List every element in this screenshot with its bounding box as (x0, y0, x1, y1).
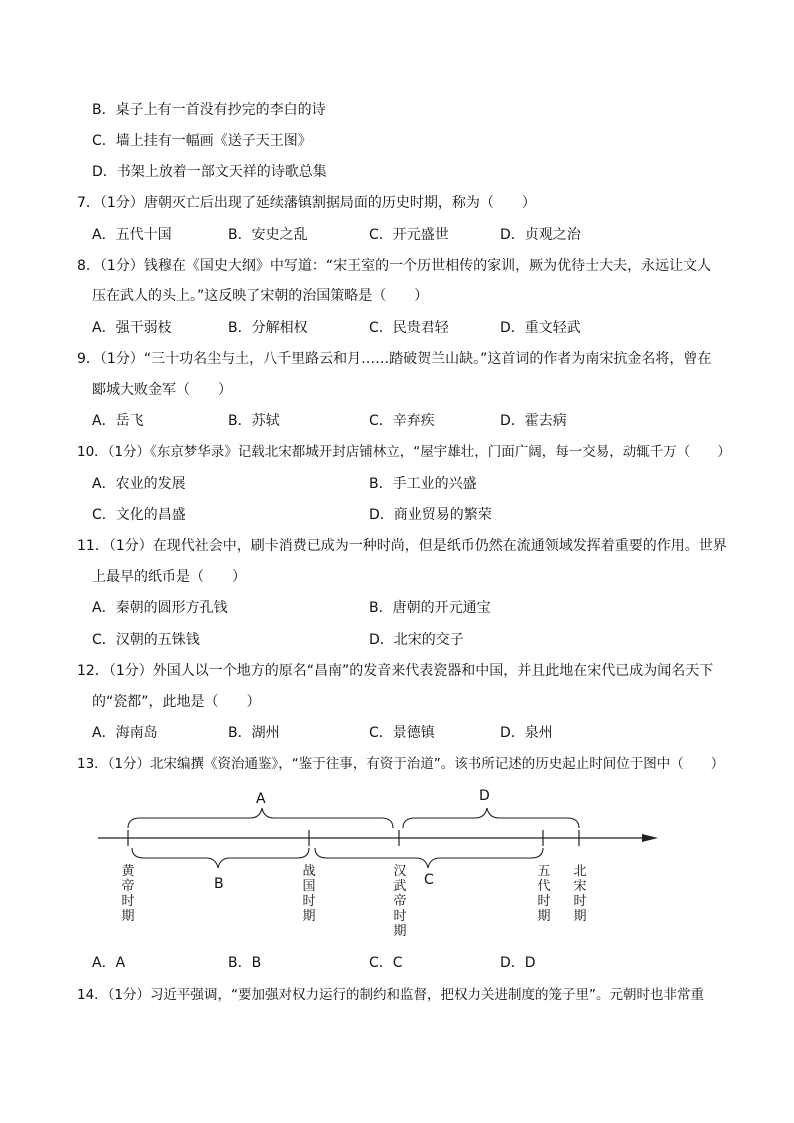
q10-option-c: C．文化的昌盛 (92, 507, 186, 523)
q11-option-d: D．北宋的交子 (369, 632, 464, 648)
q9-stem-line-2: 郾城大败金军（ ） (92, 382, 232, 398)
brace-c (315, 848, 543, 868)
point-label-hanwudi: 汉武帝时期 (393, 864, 407, 939)
brace-a (128, 808, 393, 828)
q14-stem: 14．（1分）习近平强调，“要加强对权力运行的制约和监督，把权力关进制度的笼子里”。元朝时也非常重 (77, 987, 705, 1003)
q6-option-c: C．墙上挂有一幅画《送子天王图》 (92, 133, 312, 149)
q11-option-a: A．秦朝的圆形方孔钱 (92, 600, 228, 616)
q8-option-a: A．强干弱枝 (92, 320, 172, 336)
q7-option-b: B．安史之乱 (228, 227, 308, 243)
q12-option-c: C．景德镇 (369, 725, 435, 741)
q11-stem-line-2: 上最早的纸币是（ ） (92, 569, 246, 585)
brace-label-d: D (479, 788, 490, 804)
q10-option-d: D．商业贸易的繁荣 (369, 507, 492, 523)
q8-option-d: D．重文轻武 (500, 320, 581, 336)
brace-d (403, 808, 579, 828)
q13-option-d: D．D (500, 955, 536, 971)
brace-label-a: A (256, 791, 266, 807)
point-label-huangdi: 黄帝时期 (121, 864, 135, 924)
q8-stem-line-2: 压在武人的头上。”这反映了宋朝的治国策略是（ ） (92, 288, 429, 304)
point-label-zhanguo: 战国时期 (302, 864, 316, 924)
q10-option-b: B．手工业的兴盛 (369, 476, 477, 492)
q8-stem-line-1: 8．（1分）钱穆在《国史大纲》中写道：“宋王室的一个历世相传的家训，厥为优待士大夫，永远让文人 (77, 258, 712, 274)
point-label-wudai: 五代时期 (537, 864, 551, 924)
q12-stem-line-2: 的“瓷都”，此地是（ ） (92, 694, 261, 710)
q12-option-b: B．湖州 (228, 725, 280, 741)
point-label-beisong: 北宋时期 (573, 864, 587, 924)
q11-stem-line-1: 11．（1分）在现代社会中，刷卡消费已成为一种时尚，但是纸币仍然在流通领域发挥着重要的作用。世界 (77, 538, 727, 554)
timeline-diagram (90, 780, 670, 950)
q9-option-b: B．苏轼 (228, 413, 280, 429)
q13-stem: 13．（1分）北宋编撰《资治通鉴》，“鉴于往事，有资于治道”。该书所记述的历史起止时间位于图中（ ） (77, 756, 725, 772)
q12-stem-line-1: 12．（1分）外国人以一个地方的原名“昌南”的发音来代表瓷器和中国，并且此地在宋代已成为闻名天下 (77, 663, 714, 679)
q13-option-c: C．C (369, 955, 403, 971)
q6-option-b: B．桌子上有一首没有抄完的李白的诗 (92, 102, 326, 118)
q6-option-d: D．书架上放着一部文天祥的诗歌总集 (92, 164, 327, 180)
q12-option-a: A．海南岛 (92, 725, 158, 741)
q11-option-c: C．汉朝的五铢钱 (92, 632, 200, 648)
q7-option-d: D．贞观之治 (500, 227, 581, 243)
q9-stem-line-1: 9．（1分）“三十功名尘与土，八千里路云和月……踏破贺兰山缺。”这首词的作者为南宋抗金名将，曾在 (77, 351, 712, 367)
q7-option-c: C．开元盛世 (369, 227, 449, 243)
q13-option-a: A．A (92, 955, 126, 971)
brace-label-c: C (424, 872, 434, 888)
q8-option-b: B．分解相权 (228, 320, 308, 336)
brace-label-b: B (214, 876, 224, 892)
q9-option-a: A．岳飞 (92, 413, 144, 429)
q7-stem: 7．（1分）唐朝灭亡后出现了延续藩镇割据局面的历史时期，称为（ ） (77, 195, 536, 211)
q13-option-b: B．B (228, 955, 262, 971)
q10-option-a: A．农业的发展 (92, 476, 186, 492)
q8-option-c: C．民贵君轻 (369, 320, 449, 336)
q12-option-d: D．泉州 (500, 725, 553, 741)
timeline-arrowhead (642, 834, 658, 842)
brace-b (132, 848, 309, 868)
q7-option-a: A．五代十国 (92, 227, 172, 243)
q11-option-b: B．唐朝的开元通宝 (369, 600, 491, 616)
q10-stem: 10．（1分）《东京梦华录》记载北宋都城开封店铺林立，“屋宇雄壮，门面广阔，每一交易，动辄千万（ ） (77, 444, 731, 460)
q9-option-c: C．辛弃疾 (369, 413, 435, 429)
q9-option-d: D．霍去病 (500, 413, 567, 429)
